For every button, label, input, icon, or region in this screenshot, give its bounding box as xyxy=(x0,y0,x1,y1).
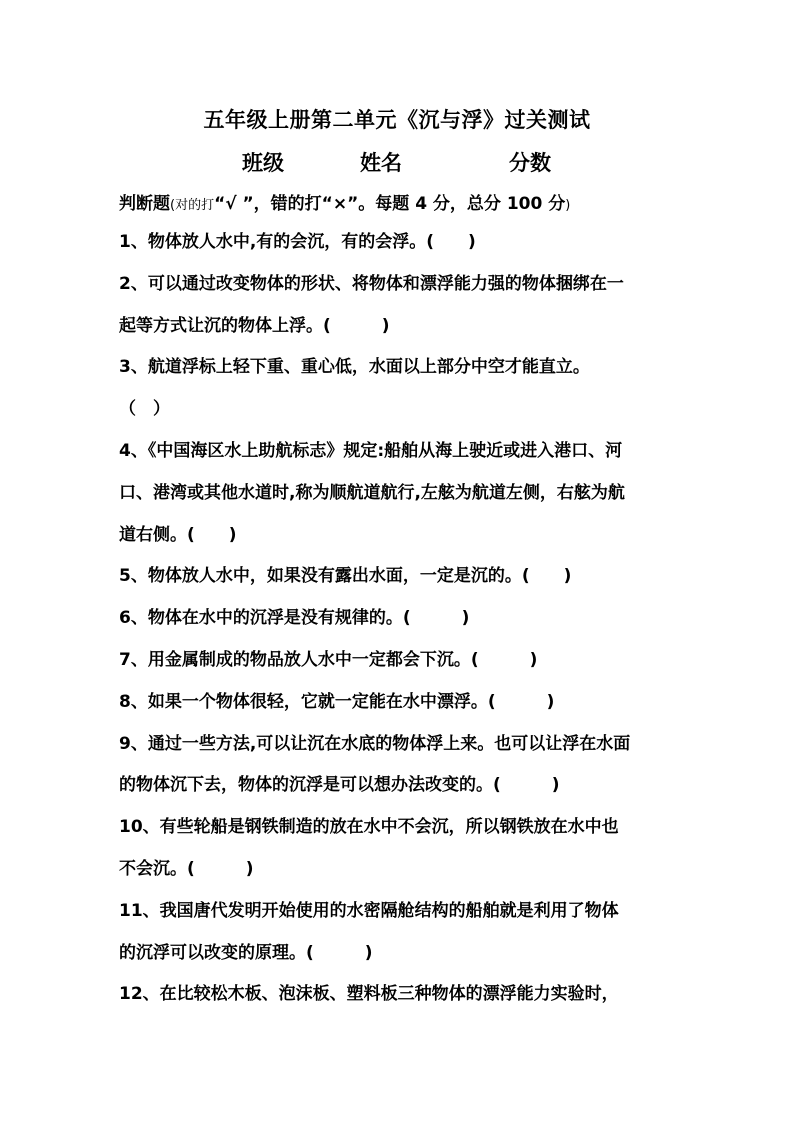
instructions-text: “√ ”，错的打“×”。每题 4 分，总分 100 分 xyxy=(214,194,566,214)
question-line: 5、物体放人水中，如果没有露出水面，一定是沉的。( ) xyxy=(119,566,572,587)
question-line: 口、港湾或其他水道时,称为顺航道航行,左舷为航道左侧，右舷为航 xyxy=(119,482,625,503)
question-line: 不会沉。( ) xyxy=(119,858,254,879)
instructions-note: (对的打 xyxy=(170,198,215,213)
question-line: 的物体沉下去，物体的沉浮是可以想办法改变的。( ) xyxy=(119,775,560,796)
question-line: 6、物体在水中的沉浮是没有规律的。( ) xyxy=(119,608,470,629)
section-heading: 判断题 xyxy=(119,194,170,214)
instructions-close: ) xyxy=(565,198,571,213)
name-label: 姓名 xyxy=(360,151,402,175)
question-line: 7、用金属制成的物品放人水中一定都会下沉。( ) xyxy=(119,649,538,670)
question-line: 8、如果一个物体很轻，它就一定能在水中漂浮。( ) xyxy=(119,691,555,712)
page-title: 五年级上册第二单元《沉与浮》过关测试 xyxy=(203,108,591,132)
question-line: （ ） xyxy=(119,399,170,420)
question-line: 2、可以通过改变物体的形状、将物体和漂浮能力强的物体捆绑在一 xyxy=(119,273,624,294)
score-label: 分数 xyxy=(509,151,551,175)
class-label: 班级 xyxy=(242,151,284,175)
question-line: 4、《中国海区水上助航标志》规定:船舶从海上驶近或进入港口、河 xyxy=(119,440,623,461)
question-list xyxy=(119,226,679,1020)
question-line: 的沉浮可以改变的原理。( ) xyxy=(119,942,373,963)
student-info-row xyxy=(0,147,794,177)
question-line: 3、航道浮标上轻下重、重心低，水面以上部分中空才能直立。 xyxy=(119,357,590,378)
question-line: 道右侧。( ) xyxy=(119,524,237,545)
question-line: 1、物体放人水中,有的会沉，有的会浮。( ) xyxy=(119,232,476,252)
question-line: 10、有些轮船是钢铁制造的放在水中不会沉，所以钢铁放在水中也 xyxy=(119,817,619,838)
question-line: 12、在比较松木板、泡沫板、塑料板三种物体的漂浮能力实验时， xyxy=(119,984,619,1005)
question-line: 9、通过一些方法,可以让沉在水底的物体浮上来。也可以让浮在水面 xyxy=(119,733,631,754)
question-line: 起等方式让沉的物体上浮。( ) xyxy=(119,315,390,336)
question-line: 11、我国唐代发明开始使用的水密隔舱结构的船舶就是利用了物体 xyxy=(119,900,619,921)
section-instructions xyxy=(119,189,570,214)
